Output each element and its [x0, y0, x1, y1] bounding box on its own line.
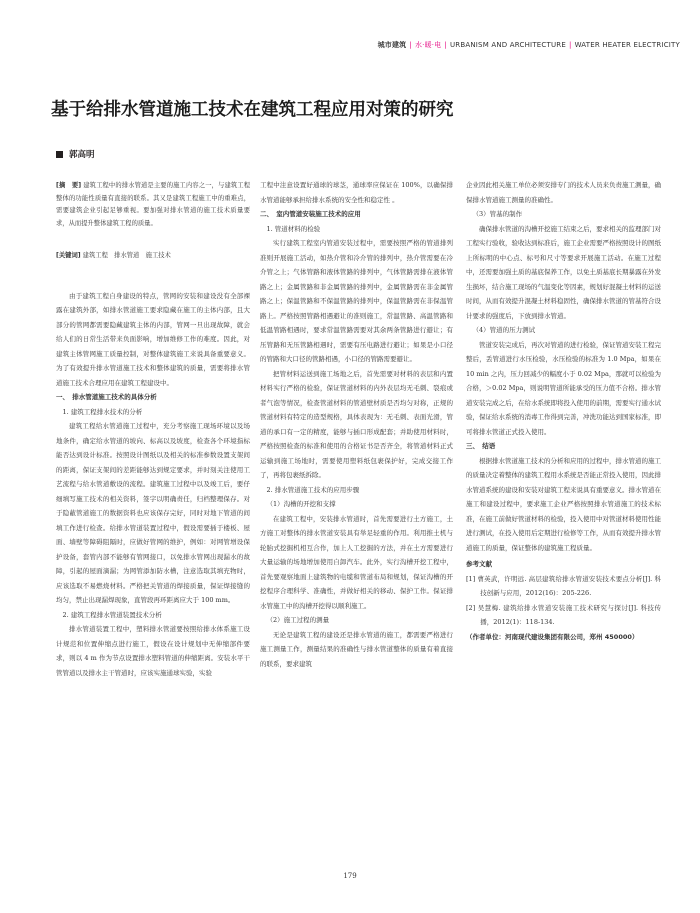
column-3 — [466, 178, 661, 644]
references-heading: 参考文献 — [466, 560, 492, 568]
header-accent: 水·暖·电 — [414, 41, 442, 49]
author-line — [56, 148, 95, 160]
subheading-2-2-4: （4）管道的压力测试 — [472, 326, 536, 334]
paragraph-3-1: 确保排水管道的沟槽开挖施工结束之后，要求相关的监理部门对工程实行验收，验收达到标准后，施工企业需要严格按照设计的图纸上所标明的中心点、标号和尺寸等要求开展施工活动。在施工过程中，还需要加强土质的基底保养工作，以免土质基底长期暴露在外发生损坏，结合施工现场的气温变化等因素，规划好混凝土材料的运送时间，从而有效提升混凝土材料稳固性，确保排水管道的管基符合设计要求的强度后，下放到排水管道。 — [466, 224, 661, 320]
subheading-2-2-3: （3）管基的制作 — [472, 210, 523, 218]
page-number: 179 — [343, 872, 357, 880]
author-marker-icon — [56, 151, 63, 158]
header-separator: | — [569, 41, 572, 49]
intro-paragraph: 由于建筑工程自身建设的特点，管网的安装和建设没有全部裸露在建筑外部，如排水管道施工要求隐藏在施工的主体内部，且大部分的管网都需要隐藏建筑主体的内部，管网一旦出现故障，就会给人们的日常生活带来负面影响，增加维修工作的难度。因此，对建筑主体管网施工质量控制，对整体建筑施工来说具备重要意义。为了有效提升排水管道施工技术和整体建筑的质量，需要将排水管道施工技术合理应用在建筑工程建设中。 — [56, 291, 250, 387]
author-affiliation: （作者单位：河南现代建设集团有限公司，郑州 450000） — [466, 632, 639, 641]
paragraph-1-2: 排水管道装置工程中，塑料排水管道要按照给排水体系施工设计规范和位置伸缩点进行施工，假设在设计规划中无伸缩部件要求，则以 4 m 作为节点设置排水塑料管道的伸缩距离。安装水平干管管道以及排水主干管道时，应该实施通球实验，实验 — [56, 625, 250, 677]
keywords — [56, 250, 250, 263]
header-english-1: URBANISM AND ARCHITECTURE — [449, 41, 566, 49]
paragraph-2-1: 实行建筑工程室内管道安装过程中，需要按照严格的管道排列准则开展施工活动，如热介管和冷介管的排列中，热介管需要在冷介管之上；气体管路和液体管路的排列中，气体管路需排在液体管路之上；金属管路和非金属管路的排列中，金属管路需在非金属管路之上；保温管路和不保温管路的排列中，保温管路需在非保温管路上。严格按照管路相遇避让的准则施工，常温管路、高温管路和低温管路相遇时，要求常温管路需要对其余两条管路进行避让；有压管路和无压管路相遇时，需要有压电路进行避让；如果是小口径的管路和大口径的管路相遇，小口径的管路需要避让。 — [260, 239, 453, 363]
header-separator: | — [409, 41, 412, 49]
section-heading-3: 三、 结语 — [466, 442, 496, 450]
paragraph-2-4: 无论是建筑工程的建设还是排水管道的施工，都需要严格进行施工测量工作，测量结果的准确性与排水管道整体的质量有着直接的联系，要求建筑 — [260, 630, 453, 668]
header-separator: | — [444, 41, 447, 49]
subheading-2-2-2: （2）施工过程的测量 — [266, 616, 330, 624]
header-section: 城市建筑 — [377, 41, 407, 49]
keywords-text: 建筑工程 排水管道 施工技术 — [82, 252, 171, 259]
section-heading-1: 一、 排水管道施工技术的具体分析 — [56, 393, 157, 401]
subheading-2-1: 1. 管道材料的检验 — [266, 224, 321, 233]
paragraph-2-3: 在建筑工程中，安装排水管道时，首先需要进行土方施工，土方施工对整体的排水管道安装具有举足轻重的作用。利用推土机与轮胎式挖掘机相互合作，加上人工挖掘的方法，并在土方需要进行大量运输的场地增加使用自卸汽车。此外，实行沟槽开挖工程中，首先要观察地面上建筑物的电缆和管道布局和规划，保证沟槽的开挖程序合理科学、准确性，并做好相关的移动、保护工作。保证排水管施工中的沟槽开挖得以顺利施工。 — [260, 514, 453, 610]
subheading-2-2: 2. 排水管道施工技术的应用步骤 — [266, 485, 360, 494]
paragraph-2-2: 把管材料运送到施工场地之后，首先需要对材料的表层和内置材料实行严格的检验，保证管道材料的内外表层均无毛刺、裂痕或者气泡等情况，检查管道材料的管道壁材质是否均匀对称，正规的管道材料有特定的造型规格，具体表现为：无毛刺、表面光滑，管道的承口有一定的精度，能够与插口形成配套；并助使用材料时，严格按照检查的标准和使用的合格证书是否齐全，将管道材料正式运输到施工场地时，需要使用塑料纸包裹保护好，完成交接工作了，再将包裹纸拆除。 — [260, 369, 453, 479]
paragraph-continued: 工程中注意设置好通球的球茎，通球率应保证在 100%，以确保排水管道能够承担给排水系统的安全性和稳定性 。 — [260, 181, 453, 204]
header-english-2: WATER HEATER ELECTRICITY — [574, 41, 680, 49]
keywords-label: [关键词] — [56, 252, 81, 259]
section-heading-2: 二、 室内管道安装施工技术的应用 — [260, 210, 361, 218]
paragraph-3-2: 管道安装完成后，再次对管道的进行检验，保证管道安装工程完整后，丢管道进行水压检验，水压检验的标准为 1.0 Mpa，如果在 10 min 之内，压力回减少的幅度小于 0.02 Mpa，那就可以检验为合格，＞0.02 Mpa，则说明管道所能承受的压力值不合格。排水管道安装完成之后，在给水系统即将投入使用的前期，需要实行通水试验，保证给水系统的消毒工作得到完善，冲洗功能达到国家标准，即可将排水管道正式投入使用。 — [466, 340, 661, 436]
column-1 — [56, 178, 250, 680]
reference-item: [1] 曹英武，许明远. 高层建筑给排水管道安装技术要点分析[J]. 科技创新与应用，2012(16)：205-226. — [466, 574, 661, 597]
article-title: 基于给排水管道施工技术在建筑工程应用对策的研究 — [51, 100, 454, 120]
subheading-1-2: 2. 建筑工程排水管道装置技术分析 — [62, 610, 162, 619]
paragraph-continued: 企业因此相关施工单位必须安排专门的技术人员来负责施工测量，确保排水管道施工测量的准确性。 — [466, 181, 661, 204]
reference-item: [2] 吴慧梅. 建筑给排水管道安装施工技术研究与探讨[J]. 科技传播，2012(1)：118-134. — [466, 603, 661, 626]
conclusion-paragraph: 根据排水管道施工技术的分析和应用的过程中，排水管道的施工的质量决定着整体的建筑工程用水系统是否能正常投入使用，因此排水管道系统的建设和安装对建筑工程来说具有重要意义。排水管道在施工和建设过程中，要求施工企业严格按照排水管道施工的技术标准，在施工前做好管道材料的检验，投入使用中对管道材料使用性能进行测试，在投入使用后定期进行检修等工作，从而有效提升排水管道施工的质量，保证整体的建筑施工程质量。 — [466, 456, 661, 552]
subheading-2-2-1: （1）沟槽的开挖和支撑 — [266, 500, 336, 508]
column-2 — [260, 178, 453, 671]
abstract-label: [摘 要] — [56, 182, 82, 189]
author-name: 郭高明 — [69, 150, 95, 160]
abstract-text: 建筑工程中的排水管道是主要的施工内容之一，与建筑工程整体的功能性质量有直接的联系。其又是建筑工程施工中的重难点，需要建筑企业引起足够重视。要加强对排水管道的施工技术质量要求，从而提升整体建筑工程的质量。 — [56, 182, 250, 227]
subheading-1-1: 1. 建筑工程排水技术的分析 — [62, 407, 143, 416]
paragraph-1-1: 建筑工程给水管道施工过程中，充分考察施工现场环境以及场地条件，确定给水管道的坡向、标高以及坡度，检查各个环境指标能否达到设计标准。按照设计图纸以及相关的标准参数设置支架间的距离，保证支架间的差距能够达到规定要求，并时刻关注使用工艺流程与给水管道敷设的流程。建筑施工过程中以及竣工后，要仔细填写施工技术的相关资料，签字以明确责任，归档整理保存。对于隐蔽管道施工的数据资料也应该保存完好，同时对地下管道的间填工作进行检查。给排水管道装置过程中，假设需要插于楼板、屋面、墙壁等障碍阻隔时，应做好管网的维护，例如：对网管增设保护设备，套管内部不能够有管网接口，以免排水管网出现漏水的故障，引起的屋面滴漏；为网管添加防水槽，注意选取其填充物时，应该选取不易燃烧材料。严格把关管道的焊接质量，保证焊接缝的均匀，禁止出现漏焊现象，直管段再环距离应大于 100 mm。 — [56, 422, 250, 604]
journal-header — [378, 40, 680, 54]
abstract — [56, 180, 250, 230]
